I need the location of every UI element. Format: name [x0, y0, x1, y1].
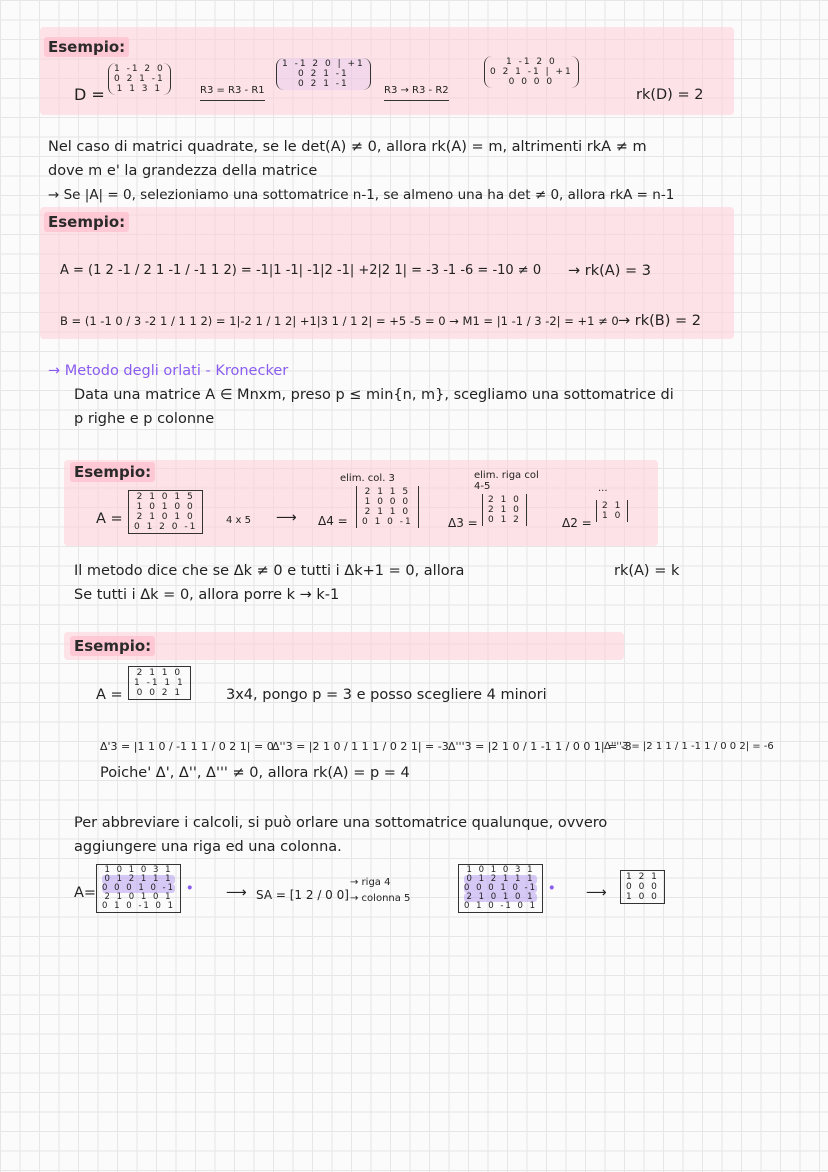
matrix-row: 1 2 1: [626, 872, 659, 882]
matrix-d-step2: [276, 58, 371, 90]
matrix-row: 2 1 1 5: [364, 487, 411, 497]
arrow-icon: ⟶: [276, 510, 297, 526]
rank-d-result: rk(D) = 2: [636, 87, 704, 103]
matrix-row: 0 0 0 1 0 -1: [464, 883, 538, 893]
matrix-row: 1 0 1 0 0: [136, 502, 195, 512]
matrix-row: 2 1 0 1 5: [136, 492, 195, 502]
matrix-a-bordered: [458, 864, 556, 913]
elim-row-note: elim. riga col 4-5: [474, 470, 539, 492]
marker-dot-icon: •: [547, 880, 556, 897]
matrix-row: 0 0 0 0: [508, 77, 555, 87]
matrix-row: 2 1 0: [488, 495, 521, 505]
arrow-icon: ⟶: [586, 885, 607, 901]
matrix-row: 0 0 0: [626, 882, 659, 892]
rule-line-1: Il metodo dice che se Δk ≠ 0 e tutti i Δk+1 = 0, allora: [74, 563, 465, 579]
minor-3: Δ'''3 = |2 1 0 / 1 -1 1 / 0 0 1| = -3: [448, 740, 632, 753]
matrix-row: 2 1 1 0: [136, 668, 183, 678]
matrix-row: 1 0 0: [626, 892, 659, 902]
ellipsis: ...: [598, 483, 608, 494]
rule-rank: rk(A) = k: [614, 563, 680, 579]
text-line: aggiungere una riga ed una colonna.: [74, 839, 342, 855]
matrix-row: 1 -1 2 0: [114, 64, 165, 74]
matrix-row: 0 1 2 1 1 1: [102, 875, 175, 884]
result-matrix: [620, 870, 665, 904]
rule-line-2: Se tutti i Δk = 0, allora porre k → k-1: [74, 587, 340, 603]
matrix-row: 2 1 1 0: [364, 507, 411, 517]
text-line: p righe e p colonne: [74, 411, 215, 427]
conclusion: Poiche' Δ', Δ'', Δ''' ≠ 0, allora rk(A) = p = 4: [100, 765, 410, 781]
minor-1: Δ'3 = |1 1 0 / -1 1 1 / 0 2 1| = 0: [100, 740, 274, 753]
matrix-a-4x5: [128, 490, 203, 534]
matrix-size: 4 x 5: [226, 515, 251, 526]
matrix-row: 1 0: [602, 511, 623, 521]
matrix-row: 2 1: [602, 501, 623, 511]
arrow-note-col: → colonna 5: [350, 893, 411, 904]
example-label-4: Esempio:: [70, 636, 155, 656]
arrow-icon: ⟶: [226, 885, 247, 901]
minor-delta-2: [596, 500, 628, 522]
matrix-a-name: A =: [96, 687, 123, 703]
text-line: Nel caso di matrici quadrate, se le det(A) ≠ 0, allora rk(A) = m, altrimenti rkA ≠ m: [48, 139, 647, 155]
matrix-row: 0 2 1 -1: [298, 69, 349, 79]
matrix-row: 0 2 1 -1: [114, 74, 165, 84]
minor-2: Δ''3 = |2 1 0 / 1 1 1 / 0 2 1| = -3: [272, 740, 449, 753]
matrix-row: 0 0 2 1: [136, 688, 183, 698]
example-label-2: Esempio:: [44, 212, 129, 232]
matrix-d-step3: [484, 56, 579, 88]
example-label-1: Esempio:: [44, 37, 129, 57]
matrix-row: 2 1 0 1 0: [136, 512, 195, 522]
minor-delta-3-label: Δ3 =: [448, 516, 478, 530]
submatrix-sa: SA = [1 2 / 0 0]: [256, 888, 349, 902]
matrix-a-5x6: [96, 864, 194, 913]
minor-delta-4: [356, 486, 419, 528]
matrix-row: 0 1 0 -1: [362, 517, 413, 527]
matrix-row: 1 -1 2 0 | +1: [282, 59, 365, 69]
marker-dot-icon: •: [185, 880, 194, 897]
matrix-row: 0 1 2: [488, 515, 521, 525]
matrix-a-name: A=: [74, 885, 97, 901]
row-operation-2: R3 → R3 - R2: [384, 82, 449, 101]
text-line: dove m e' la grandezza della matrice: [48, 163, 318, 179]
arrow-note-row: → riga 4: [350, 877, 391, 888]
minor-delta-2-label: Δ2 =: [562, 516, 592, 530]
matrix-row: 0 1 2 0 -1: [134, 522, 198, 532]
row-operation-1: R3 = R3 - R1: [200, 82, 265, 101]
matrix-row: 1 -1 1 1: [134, 678, 185, 688]
section-title-kronecker: → Metodo degli orlati - Kronecker: [48, 363, 289, 379]
elim-col-note: elim. col. 3: [340, 473, 395, 484]
minors-description: 3x4, pongo p = 3 e posso scegliere 4 minori: [226, 687, 547, 703]
minor-4: Δ''''3 = |2 1 1 / 1 -1 1 / 0 0 2| = -6: [604, 741, 774, 752]
example-label-3: Esempio:: [70, 462, 155, 482]
minor-delta-3: [482, 494, 527, 526]
matrix-row: 1 0 1 0 3 1: [466, 865, 535, 875]
matrix-row: 2 1 0 1 0 1: [464, 893, 537, 902]
matrix-a-3x4: [128, 666, 191, 700]
rank-b-result: → rk(B) = 2: [618, 313, 701, 329]
matrix-row: 0 1 0 -1 0 1: [102, 901, 176, 911]
text-line: [74, 814, 607, 832]
rank-a-result: → rk(A) = 3: [568, 263, 651, 279]
matrix-row: 0 2 1 -1: [298, 79, 349, 89]
matrix-row: 2 1 0: [488, 505, 521, 515]
determinant-b-expression: B = (1 -1 0 / 3 -2 1 / 1 1 2) = 1|-2 1 / 1 2| +1|3 1 / 1 2| = +5 -5 = 0 → M1 = |1 -1 / 3 -2| = +1 ≠ 0: [60, 314, 619, 328]
matrix-row: 1 1 3 1: [116, 84, 163, 94]
matrix-row: 0 0 0 1 0 -1: [102, 883, 176, 893]
matrix-a-name: A =: [96, 511, 123, 527]
matrix-row: 2 1 0 1 0 1: [104, 892, 173, 902]
determinant-a-expression: A = (1 2 -1 / 2 1 -1 / -1 1 2) = -1|1 -1| -1|2 -1| +2|2 1| = -3 -1 -6 = -10 ≠ 0: [60, 263, 542, 278]
text-line: Data una matrice A ∈ Mnxm, preso p ≤ min{n, m}, scegliamo una sottomatrice di: [74, 387, 674, 403]
matrix-row: 1 -1 2 0: [506, 57, 557, 67]
matrix-row: 0 2 1 -1 | +1: [490, 67, 573, 77]
matrix-row: 0 1 2 1 1 1: [464, 875, 537, 884]
minor-delta-4-label: Δ4 =: [318, 514, 348, 528]
final-line-1: Per abbreviare i calcoli, si può orlare una sottomatrice qualunque, ovvero: [74, 815, 608, 831]
matrix-d-name: D =: [74, 85, 105, 104]
matrix-row: 1 0 1 0 3 1: [104, 865, 173, 875]
text-line: → Se |A| = 0, selezioniamo una sottomatrice n-1, se almeno una ha det ≠ 0, allora rkA = n-1: [48, 187, 675, 203]
matrix-row: 0 1 0 -1 0 1: [464, 901, 538, 911]
matrix-row: 1 0 0 0: [364, 497, 411, 507]
matrix-d: [108, 63, 171, 95]
